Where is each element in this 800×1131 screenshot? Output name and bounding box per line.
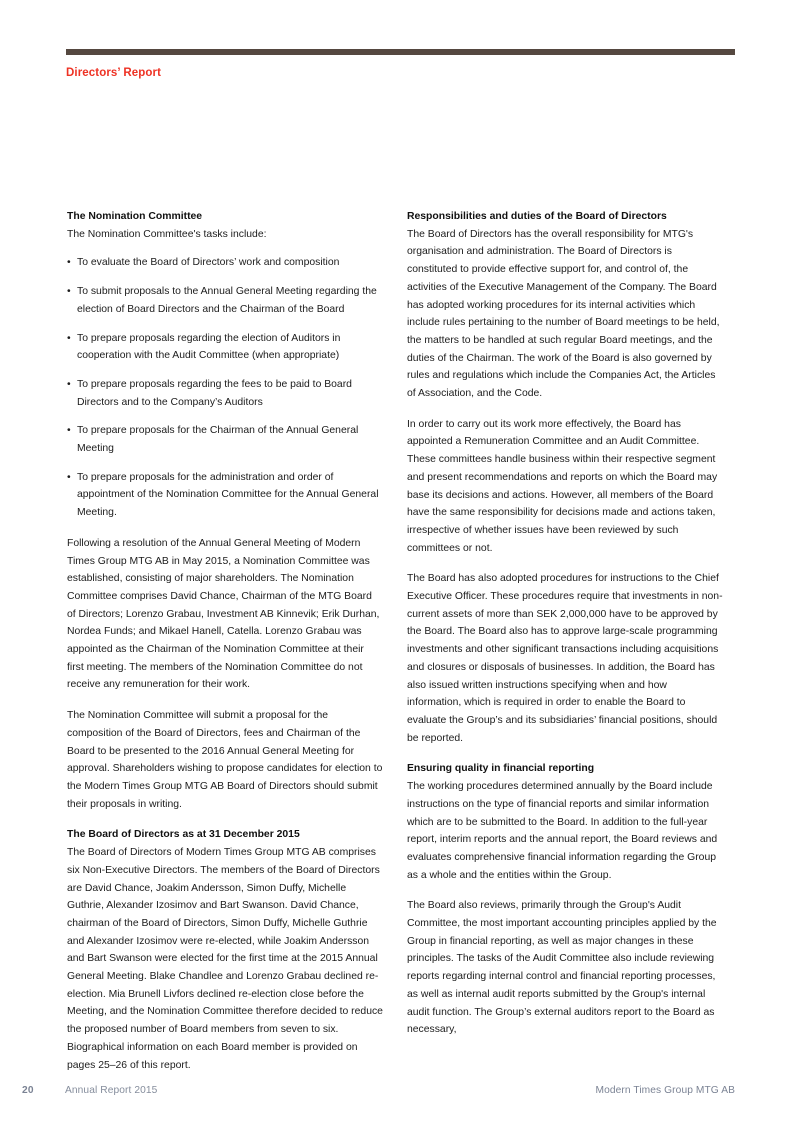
paragraph-audit-committee: The Board also reviews, primarily through the Group's Audit Committee, the most important accounting principles applied by the Group in financial reporting, as well as major changes in these principles. The tasks of the Audit Committee also include reviewing reports regarding internal control and financial reporting processes, as well as internal audit reports submitted by the Group's internal audit function. The Group’s external auditors report to the Board as necessary, [407,900,717,1036]
list-item: • To prepare proposals for the Chairman of the Annual General Meeting [67,422,383,457]
footer-page-number: 20 [22,1085,34,1096]
header-rule [66,49,735,55]
paragraph-ceo-instructions: The Board has also adopted procedures for instructions to the Chief Executive Officer. These procedures require that investments in non-current assets of more than SEK 2,000,000 have to be approved by the Board. The Board also has to approve large-scale programming investments and other significant transactions including acquisitions and closures or disposals of businesses. In addition, the Board has also issued written instructions specifying when and how information, which is required in order to enable the Board to evaluate the Group’s and its subsidiaries’ financial positions, should be reported. [407,573,723,744]
list-item: • To evaluate the Board of Directors’ work and composition [67,254,383,272]
footer-company-label: Modern Times Group MTG AB [595,1085,735,1096]
list-item: • To prepare proposals regarding the fees to be paid to Board Directors and to the Company’s Auditors [67,376,383,411]
heading-ensuring-quality: Ensuring quality in financial reporting [407,763,595,775]
page-section-label: Directors’ Report [66,67,162,79]
list-item: • To prepare proposals regarding the election of Auditors in cooperation with the Audit Committee (when appropriate) [67,330,383,365]
paragraph-quality-financial-reporting: The working procedures determined annually by the Board include instructions on the type of financial reports and similar information which are to be submitted to the Board. In addition to the full-year report, interim reports and the annual report, the Board reviews and evaluates comprehensive financial information regarding the Group as a whole and the entities within the Group. [407,781,718,881]
list-item: • To prepare proposals for the administration and order of appointment of the Nomination Committee for the Annual General Meeting. [67,469,383,522]
footer-report-label: Annual Report 2015 [65,1085,158,1096]
paragraph-board-of-directors: The Board of Directors of Modern Times Group MTG AB comprises six Non-Executive Directors. The members of the Board of Directors are David Chance, Joakim Andersson, Simon Duffy, Michelle Guthrie, Alexander Izosimov and Bart Swanson. David Chance, chairman of the Board of Directors, Simon Duffy, Michelle Guthrie and Alexander Izosimov were re-elected, while Joakim Andersson and Bart Swanson were elected for the first time at the 2015 Annual General Meeting. Blake Chandlee and Lorenzo Grabau declined re-election. Mia Brunell Livfors declined re-election close before the Meeting, and the Nomination Committee therefore decided to reduce the proposed number of Board members from seven to six. Biographical information on each Board member is provided on pages 25–26 of this report. [67,847,383,1071]
heading-responsibilities-duties: Responsibilities and duties of the Board of Directors [407,211,667,222]
paragraph-nomination-resolution: Following a resolution of the Annual General Meeting of Modern Times Group MTG AB in May 2015, a Nomination Committee was established, consisting of major shareholders. The Nomination Committee comprises David Chance, Chairman of the MTG Board of Directors; Lorenzo Grabau, Investment AB Kinnevik; Erik Durhan, Nordea Funds; and Mikael Hanell, Catella. Lorenzo Grabau was appointed as the Chairman of the Nomination Committee at their first meeting. The members of the Nomination Committee do not receive any remuneration for their work. [67,537,380,691]
nomination-tasks-list [67,254,383,521]
list-item: • To submit proposals to the Annual General Meeting regarding the election of Board Directors and the Chairman of the Board [67,283,383,318]
nomination-tasks-lead: The Nomination Committee's tasks include: [67,228,267,240]
heading-nomination-committee: The Nomination Committee [67,211,203,222]
page-footer [0,1085,800,1101]
left-column [67,208,383,1074]
paragraph-committees: In order to carry out its work more effectively, the Board has appointed a Remuneration Committee and an Audit Committee. These committees handle business within their respective segment and present recommendations and reports on which the Board may base its decisions and actions. However, all members of the Board have the same responsibility for decisions made and actions taken, irrespective of whether issues have been reviewed by such committees or not. [407,418,718,554]
right-column [407,208,723,1039]
paragraph-committee-proposal: The Nomination Committee will submit a proposal for the composition of the Board of Directors, fees and Chairman of the Board to be presented to the 2016 Annual General Meeting for approval. Shareholders wishing to propose candidates for election to the Modern Times Group MTG AB Board of Directors should submit their proposals in writing. [67,710,383,810]
heading-board-of-directors: The Board of Directors as at 31 December 2015 [67,829,300,841]
paragraph-responsibilities: The Board of Directors has the overall responsibility for MTG's organisation and administration. The Board of Directors is constituted to provide effective support for, and control of, the activities of the Executive Management of the Company. The Board has adopted working procedures for its internal activities which include rules pertaining to the number of Board meetings to be held, the matters to be handled at such regular Board meetings, and the duties of the Chairman. The work of the Board is also governed by rules and regulations which include the Companies Act, the Articles of Association, and the Code. [407,228,720,400]
